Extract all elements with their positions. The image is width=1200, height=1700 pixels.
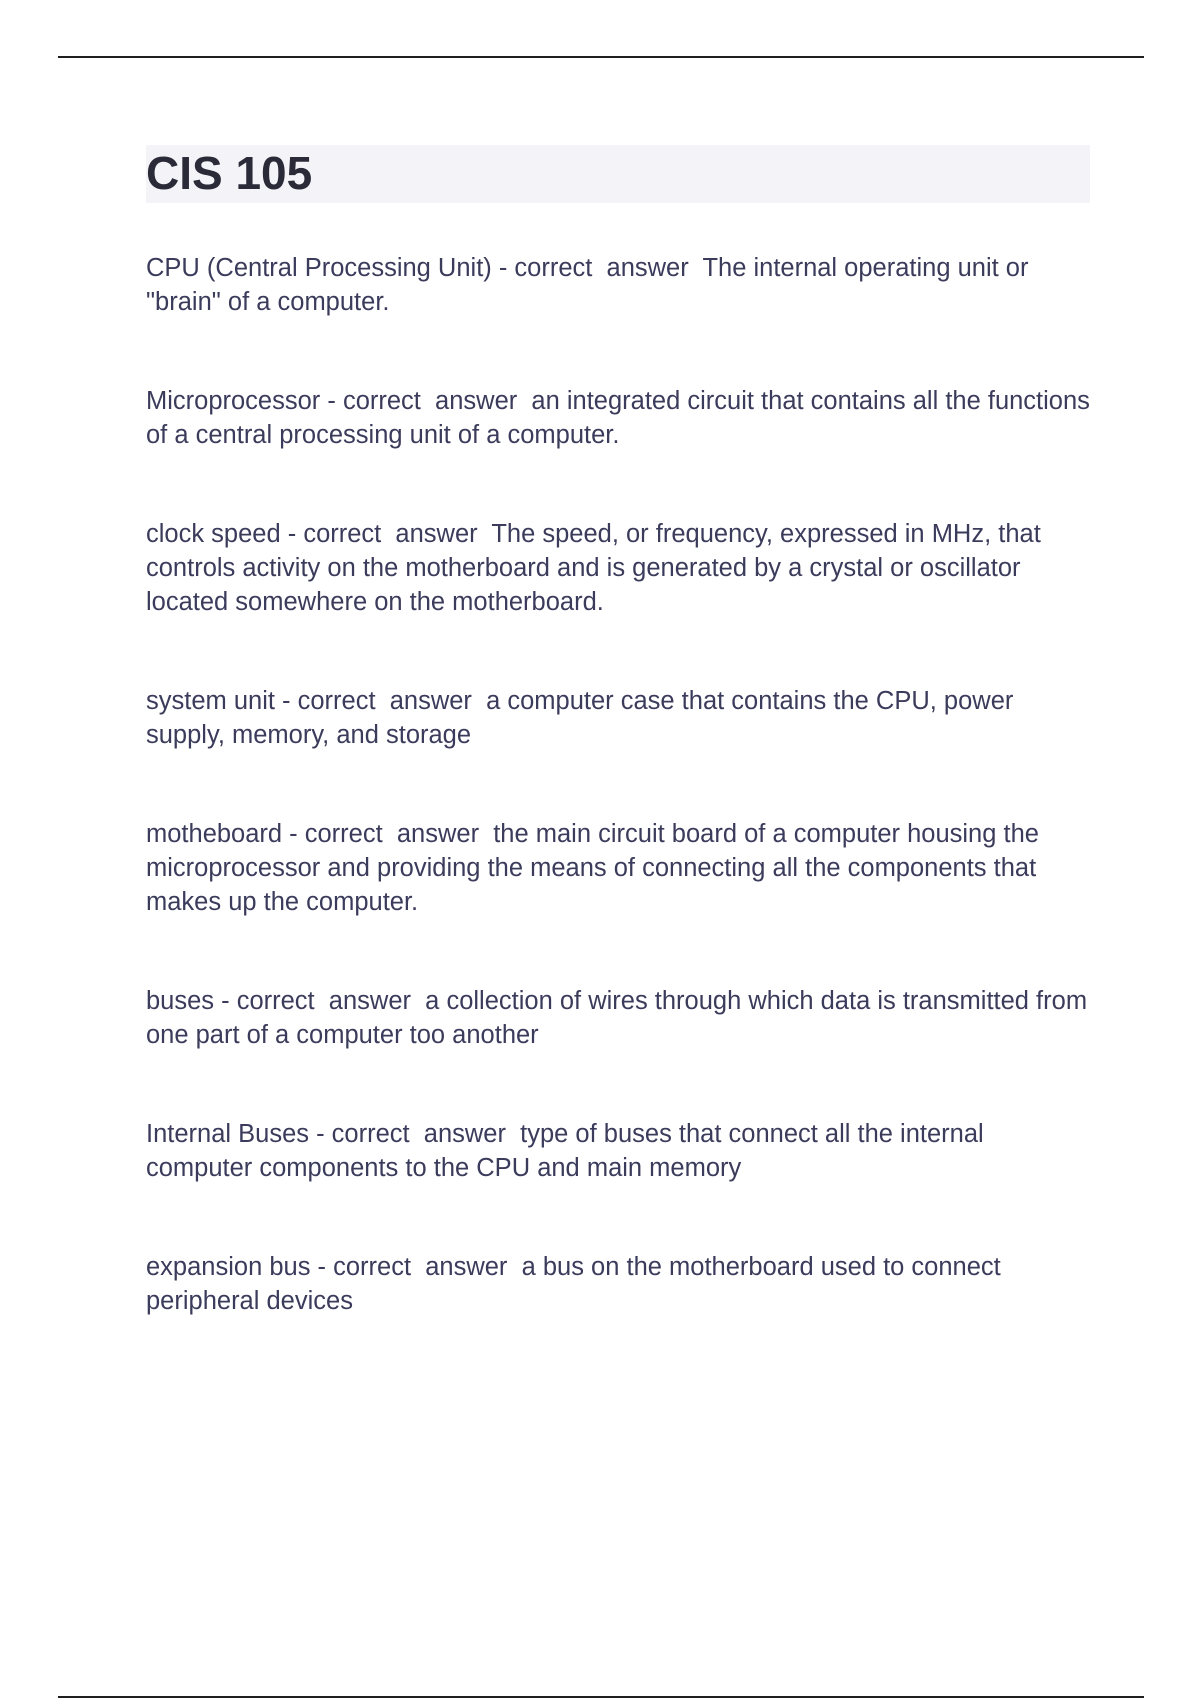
flashcard-entry: system unit - correct answer a computer case that contains the CPU, power supply, memory, and storage <box>146 687 1021 749</box>
flashcard-entry: CPU (Central Processing Unit) - correct answer The internal operating unit or "brain" of a computer. <box>146 254 1036 316</box>
flashcard-entry: Microprocessor - correct answer an integrated circuit that contains all the functions of a central processing unit of a computer. <box>146 387 1098 449</box>
flashcard-entry: buses - correct answer a collection of wires through which data is transmitted from one part of a computer too another <box>146 987 1095 1049</box>
flashcard-entry: motheboard - correct answer the main circuit board of a computer housing the microprocessor and providing the means of connecting all the components that makes up the computer. <box>146 820 1047 916</box>
flashcard-entry: clock speed - correct answer The speed, or frequency, expressed in MHz, that controls activity on the motherboard and is generated by a crystal or oscillator located somewhere on the motherboard. <box>146 520 1048 616</box>
flashcard-entry: Internal Buses - correct answer type of buses that connect all the internal computer components to the CPU and main memory <box>146 1120 991 1182</box>
page-title: CIS 105 <box>146 147 313 199</box>
flashcard-list <box>146 251 1096 1383</box>
bottom-rule <box>58 1696 1144 1698</box>
top-rule <box>58 56 1144 58</box>
flashcard-entry: expansion bus - correct answer a bus on the motherboard used to connect peripheral devices <box>146 1253 1008 1315</box>
